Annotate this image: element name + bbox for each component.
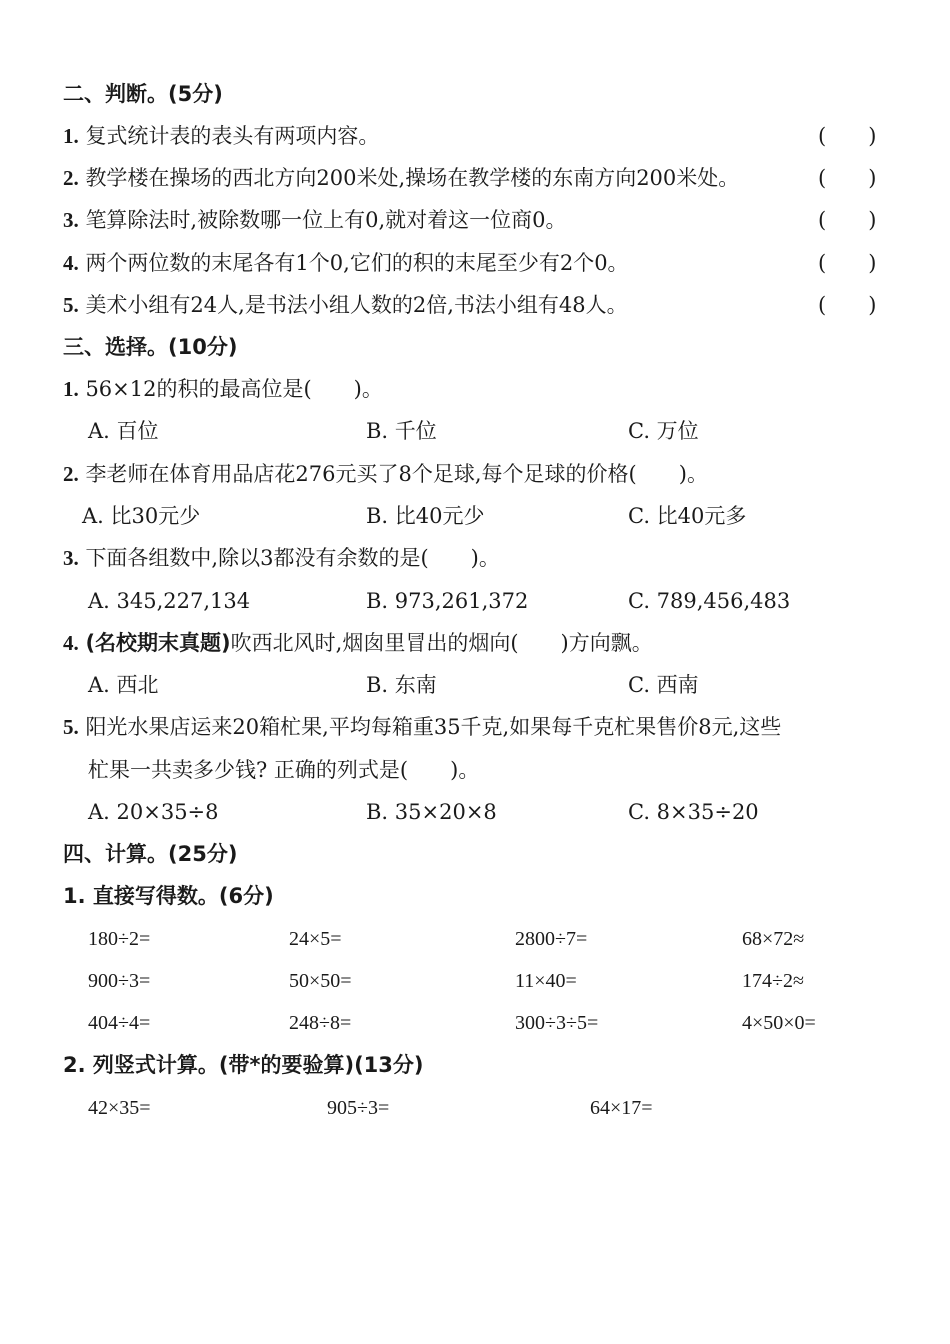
answer-blank[interactable]: ( ) <box>818 124 877 148</box>
sub-title: 列竖式计算。(带*的要验算)(13分) <box>92 1053 424 1077</box>
calc-problem[interactable]: 404÷4= <box>88 1012 151 1034</box>
item-number: 3. <box>63 546 79 570</box>
calc-problem[interactable]: 2800÷7= <box>515 928 588 950</box>
option-c[interactable]: C. 789,456,483 <box>628 589 791 613</box>
item-number: 1. <box>63 377 79 401</box>
judge-item-2 <box>63 164 739 192</box>
option-c[interactable]: C. 万位 <box>628 419 699 443</box>
question-text: 吹西北风时,烟囱里冒出的烟向( )方向飘。 <box>230 631 653 655</box>
choice-question-4 <box>63 629 653 657</box>
item-number: 2. <box>63 1053 86 1077</box>
item-number: 5. <box>63 293 79 317</box>
answer-blank[interactable]: ( ) <box>818 166 877 190</box>
calc-problem[interactable]: 174÷2≈ <box>742 970 804 992</box>
question-text: 李老师在体育用品店花276元买了8个足球,每个足球的价格( )。 <box>85 462 708 486</box>
option-c[interactable]: C. 8×35÷20 <box>628 800 759 824</box>
item-number: 2. <box>63 166 79 190</box>
option-b[interactable]: B. 35×20×8 <box>366 800 497 824</box>
option-b[interactable]: B. 973,261,372 <box>366 589 529 613</box>
calc-problem[interactable]: 180÷2= <box>88 928 151 950</box>
calc-problem[interactable]: 68×72≈ <box>742 928 805 950</box>
sub-heading-vertical <box>63 1051 424 1079</box>
option-a[interactable]: A. 百位 <box>88 419 159 443</box>
judge-item-5 <box>63 291 628 319</box>
calc-problem[interactable]: 24×5= <box>289 928 342 950</box>
calc-problem[interactable]: 50×50= <box>289 970 352 992</box>
answer-blank[interactable]: ( ) <box>818 208 877 232</box>
calc-problem[interactable]: 300÷3÷5= <box>515 1012 599 1034</box>
vertical-calc-problem[interactable]: 64×17= <box>590 1097 653 1119</box>
item-number: 1. <box>63 124 79 148</box>
answer-blank[interactable]: ( ) <box>818 251 877 275</box>
item-text: 美术小组有24人,是书法小组人数的2倍,书法小组有48人。 <box>85 293 628 317</box>
item-number: 1. <box>63 884 86 908</box>
question-text: 阳光水果店运来20箱杧果,平均每箱重35千克,如果每千克杧果售价8元,这些 <box>85 715 782 739</box>
item-text: 两个两位数的末尾各有1个0,它们的积的末尾至少有2个0。 <box>85 251 629 275</box>
judge-item-1 <box>63 122 379 150</box>
calc-problem[interactable]: 248÷8= <box>289 1012 352 1034</box>
section-heading-judge: 二、判断。(5分) <box>63 82 223 106</box>
sub-title: 直接写得数。(6分) <box>92 884 274 908</box>
option-a[interactable]: A. 20×35÷8 <box>88 800 219 824</box>
sub-heading-oral <box>63 882 274 910</box>
judge-item-4 <box>63 249 629 277</box>
vertical-calc-problem[interactable]: 42×35= <box>88 1097 151 1119</box>
choice-question-2 <box>63 460 708 488</box>
choice-question-5 <box>63 713 781 741</box>
option-b[interactable]: B. 东南 <box>366 673 437 697</box>
question-text: 56×12的积的最高位是( )。 <box>85 377 383 401</box>
item-number: 3. <box>63 208 79 232</box>
item-number: 4. <box>63 251 79 275</box>
item-text: 复式统计表的表头有两项内容。 <box>85 124 380 148</box>
item-text: 教学楼在操场的西北方向200米处,操场在教学楼的东南方向200米处。 <box>85 166 740 190</box>
option-c[interactable]: C. 西南 <box>628 673 699 697</box>
section-heading-choice: 三、选择。(10分) <box>63 335 238 359</box>
item-number: 5. <box>63 715 79 739</box>
option-a[interactable]: A. 345,227,134 <box>88 589 251 613</box>
item-number: 2. <box>63 462 79 486</box>
option-a[interactable]: A. 西北 <box>88 673 159 697</box>
vertical-calc-problem[interactable]: 905÷3= <box>327 1097 390 1119</box>
option-c[interactable]: C. 比40元多 <box>628 504 747 528</box>
item-text: 笔算除法时,被除数哪一位上有0,就对着这一位商0。 <box>85 208 567 232</box>
calc-problem[interactable]: 4×50×0= <box>742 1012 816 1034</box>
section-heading-calc: 四、计算。(25分) <box>63 842 238 866</box>
item-number: 4. <box>63 631 79 655</box>
choice-question-3 <box>63 544 500 572</box>
calc-problem[interactable]: 900÷3= <box>88 970 151 992</box>
calc-problem[interactable]: 11×40= <box>515 970 577 992</box>
question-text-continued: 杧果一共卖多少钱? 正确的列式是( )。 <box>88 758 480 782</box>
answer-blank[interactable]: ( ) <box>818 293 877 317</box>
option-b[interactable]: B. 比40元少 <box>366 504 485 528</box>
option-a[interactable]: A. 比30元少 <box>82 504 201 528</box>
question-text: 下面各组数中,除以3都没有余数的是( )。 <box>85 546 500 570</box>
choice-question-1 <box>63 375 383 403</box>
judge-item-3 <box>63 206 567 234</box>
source-tag: (名校期末真题) <box>85 631 231 655</box>
option-b[interactable]: B. 千位 <box>366 419 437 443</box>
